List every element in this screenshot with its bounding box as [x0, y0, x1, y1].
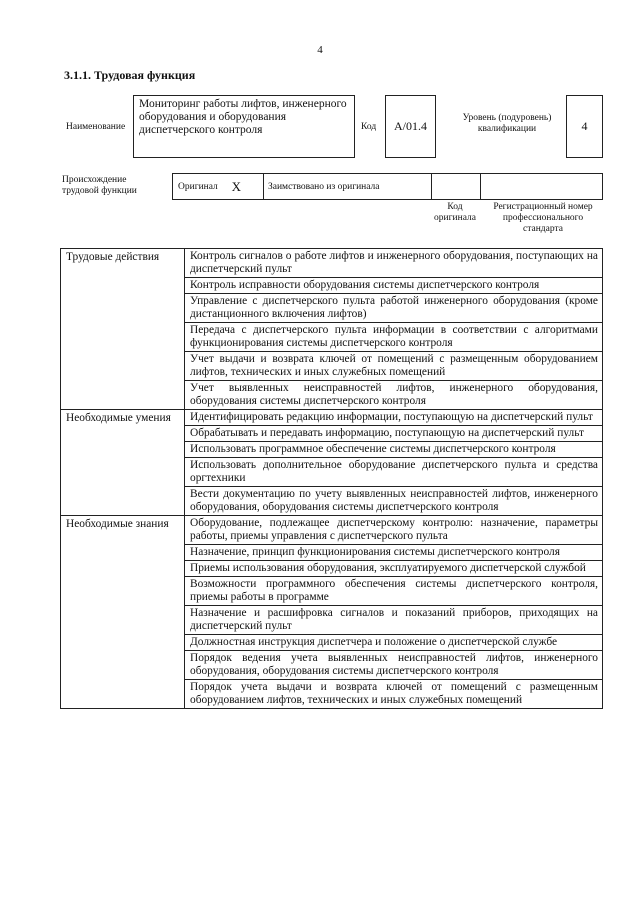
item-cell: Назначение, принцип функционирования системы диспетчерского контроля	[185, 545, 603, 561]
item-cell: Контроль исправности оборудования системы диспетчерского контроля	[185, 278, 603, 294]
table-row	[61, 410, 603, 426]
origin-strip	[172, 173, 603, 200]
item-cell: Использовать программное обеспечение системы диспетчерского контроля	[185, 442, 603, 458]
item-cell: Учет выявленных неисправностей лифтов, инженерного оборудования, оборудования системы диспетчерского контроля	[185, 381, 603, 410]
origin-reg-cell	[481, 174, 602, 199]
item-cell: Использовать дополнительное оборудование диспетчерского пульта и средства оргтехники	[185, 458, 603, 487]
function-name-box: Мониторинг работы лифтов, инженерного оборудования и оборудования диспетчерского контроля	[133, 95, 355, 158]
page-number: 4	[317, 44, 323, 56]
table-row	[61, 516, 603, 545]
item-cell: Идентифицировать редакцию информации, поступающую на диспетчерский пульт	[185, 410, 603, 426]
reg-number-label: Регистрационный номер профессионального стандарта	[493, 202, 593, 234]
code-label: Код	[361, 122, 377, 132]
original-label: Оригинал	[178, 181, 218, 192]
level-value-box: 4	[566, 95, 603, 158]
item-cell: Передача с диспетчерского пульта информации в соответствии с алгоритмами функционирования системы диспетчерского контроля	[185, 323, 603, 352]
item-cell: Учет выдачи и возврата ключей от помещений с размещенным оборудованием лифтов, технических и иных служебных помещений	[185, 352, 603, 381]
item-cell: Оборудование, подлежащее диспетчерскому контролю: назначение, параметры работы, приемы управления с диспетчерского пульта	[185, 516, 603, 545]
origin-label: Происхождение трудовой функции	[62, 175, 137, 196]
item-cell: Вести документацию по учету выявленных неисправностей лифтов, инженерного оборудования, оборудования системы диспетчерского контроля	[185, 487, 603, 516]
item-cell: Должностная инструкция диспетчера и положение о диспетчерской службе	[185, 635, 603, 651]
category-cell: Необходимые знания	[61, 516, 185, 709]
origin-code-cell	[432, 174, 481, 199]
item-cell: Возможности программного обеспечения системы диспетчерского контроля, приемы работы в программе	[185, 577, 603, 606]
origin-original-cell	[173, 174, 264, 199]
level-label: Уровень (подуровень) квалификации	[462, 113, 552, 134]
item-cell: Приемы использования оборудования, эксплуатируемого диспетчерской службой	[185, 561, 603, 577]
category-cell: Трудовые действия	[61, 249, 185, 410]
item-cell: Порядок ведения учета выявленных неисправностей лифтов, инженерного оборудования, оборудования системы диспетчерского контроля	[185, 651, 603, 680]
section-title: 3.1.1. Трудовая функция	[64, 68, 196, 82]
table-row	[61, 249, 603, 278]
origin-borrowed-cell: Заимствовано из оригинала	[264, 174, 432, 199]
item-cell: Назначение и расшифровка сигналов и показаний приборов, приходящих на диспетчерский пульт	[185, 606, 603, 635]
code-original-label: Код оригинала	[434, 202, 476, 223]
name-label: Наименование	[66, 122, 126, 132]
function-table	[60, 248, 603, 709]
item-cell: Порядок учета выдачи и возврата ключей от помещений с размещенным оборудованием лифтов, технических и иных служебных помещений	[185, 680, 603, 709]
item-cell: Обрабатывать и передавать информацию, поступающую на диспетчерский пульт	[185, 426, 603, 442]
original-mark: X	[231, 178, 241, 194]
code-value-box: А/01.4	[385, 95, 436, 158]
item-cell: Управление с диспетчерского пульта работой инженерного оборудования (кроме дистанционного включения лифтов)	[185, 294, 603, 323]
item-cell: Контроль сигналов о работе лифтов и инженерного оборудования, поступающих на диспетчерский пульт	[185, 249, 603, 278]
category-cell: Необходимые умения	[61, 410, 185, 516]
